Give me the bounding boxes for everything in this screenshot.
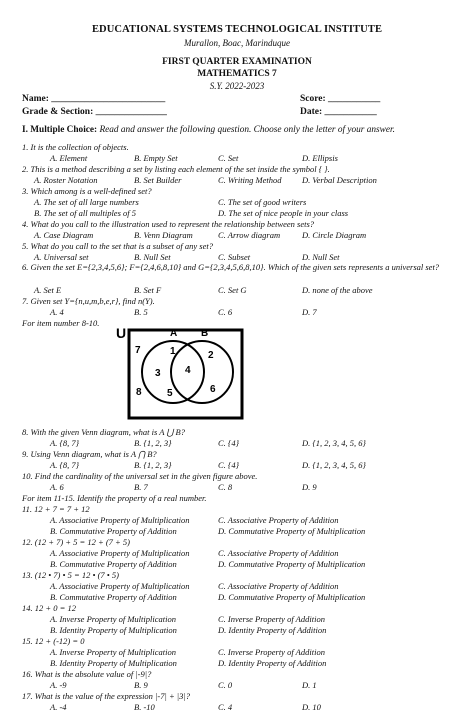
q16-option-a[interactable]: A. -9 xyxy=(50,680,67,690)
q6-option-a[interactable]: A. Set E xyxy=(34,285,62,295)
q10-option-a[interactable]: A. 6 xyxy=(50,482,64,492)
q12-option-a[interactable]: A. Associative Property of Multiplication xyxy=(50,548,190,558)
q7-option-b[interactable]: B. 5 xyxy=(134,307,148,317)
date-field[interactable]: Date: ___________ xyxy=(300,107,377,117)
score-field[interactable]: Score: ___________ xyxy=(300,94,381,104)
q1-option-d[interactable]: D. Ellipsis xyxy=(302,153,338,163)
q12-option-b[interactable]: B. Commutative Property of Addition xyxy=(50,559,177,569)
q4-option-a[interactable]: A. Case Diagram xyxy=(34,230,94,240)
question-1: 1. It is the collection of objects. xyxy=(22,142,129,152)
question-5: 5. What do you call to the set that is a subset of any set? xyxy=(22,241,213,251)
question-6: 6. Given the set E={2,3,4,5,6}; F={2,4,6,8,10} and G={2,3,4,5,6,8,10}. Which of the given sets represents a universal set? xyxy=(22,262,440,272)
institute-name: EDUCATIONAL SYSTEMS TECHNOLOGICAL INSTITUTE xyxy=(91,24,383,35)
venn-b-6: 6 xyxy=(210,384,216,395)
q16-option-b[interactable]: B. 9 xyxy=(134,680,148,690)
q11-option-c[interactable]: C. Associative Property of Addition xyxy=(218,515,339,525)
q7-option-c[interactable]: C. 6 xyxy=(218,307,233,317)
q4-option-c[interactable]: C. Arrow diagram xyxy=(218,230,281,240)
property-intro: For item 11-15. Identify the property of a real number. xyxy=(22,493,207,503)
exam-title: FIRST QUARTER EXAMINATION xyxy=(162,57,312,67)
grade-section-field[interactable]: Grade & Section: _______________ xyxy=(22,107,167,117)
q14-option-a[interactable]: A. Inverse Property of Multiplication xyxy=(50,614,176,624)
instructions xyxy=(22,125,395,135)
q8-option-a[interactable]: A. {8, 7} xyxy=(50,438,79,448)
venn-outside-7: 7 xyxy=(135,345,141,356)
question-3: 3. Which among is a well-defined set? xyxy=(22,186,152,196)
q17-option-d[interactable]: D. 10 xyxy=(302,702,321,712)
instructions-label: I. Multiple Choice: xyxy=(22,125,98,135)
q7-option-a[interactable]: A. 4 xyxy=(50,307,64,317)
question-11: 11. 12 + 7 = 7 + 12 xyxy=(22,504,90,514)
q16-option-c[interactable]: C. 0 xyxy=(218,680,233,690)
set-a-label: A xyxy=(170,328,178,339)
q2-option-b[interactable]: B. Set Builder xyxy=(134,175,182,185)
question-2: 2. This is a method describing a set by listing each element of the set inside the symbol { }. xyxy=(22,164,330,174)
q6-option-b[interactable]: B. Set F xyxy=(134,285,162,295)
q10-option-b[interactable]: B. 7 xyxy=(134,482,148,492)
q13-option-c[interactable]: C. Associative Property of Addition xyxy=(218,581,339,591)
q5-option-b[interactable]: B. Null Set xyxy=(134,252,171,262)
institute-address: Murallon, Boac, Marinduque xyxy=(184,38,290,48)
q15-option-d[interactable]: D. Identity Property of Addition xyxy=(218,658,327,668)
q5-option-d[interactable]: D. Null Set xyxy=(302,252,340,262)
q2-option-d[interactable]: D. Verbal Description xyxy=(302,175,377,185)
question-10: 10. Find the cardinality of the universal set in the given figure above. xyxy=(22,471,258,481)
question-9: 9. Using Venn diagram, what is A ⋂ B? xyxy=(22,449,157,459)
instructions-text: Read and answer the following question. Choose only the letter of your answer. xyxy=(97,125,395,135)
question-15: 15. 12 + (-12) = 0 xyxy=(22,636,85,646)
venn-b-2: 2 xyxy=(208,350,214,361)
q10-option-c[interactable]: C. 8 xyxy=(218,482,233,492)
q11-option-b[interactable]: B. Commutative Property of Addition xyxy=(50,526,177,536)
q10-option-d[interactable]: D. 9 xyxy=(302,482,317,492)
q11-option-a[interactable]: A. Associative Property of Multiplication xyxy=(50,515,190,525)
q14-option-d[interactable]: D. Identity Property of Addition xyxy=(218,625,327,635)
q1-option-c[interactable]: C. Set xyxy=(218,153,239,163)
venn-outside-8: 8 xyxy=(136,387,142,398)
q11-option-d[interactable]: D. Commutative Property of Multiplication xyxy=(218,526,366,536)
q3-option-d[interactable]: D. The set of nice people in your class xyxy=(218,208,349,218)
q1-option-b[interactable]: B. Empty Set xyxy=(134,153,178,163)
q8-option-b[interactable]: B. {1, 2, 3} xyxy=(134,438,172,448)
q13-option-b[interactable]: B. Commutative Property of Addition xyxy=(50,592,177,602)
q8-option-c[interactable]: C. {4} xyxy=(218,438,239,448)
q15-option-c[interactable]: C. Inverse Property of Addition xyxy=(218,647,325,657)
question-4: 4. What do you call to the illustration used to represent the relationship between sets? xyxy=(22,219,315,229)
question-16: 16. What is the absolute value of |-9|? xyxy=(22,669,152,679)
q15-option-a[interactable]: A. Inverse Property of Multiplication xyxy=(50,647,176,657)
q13-option-a[interactable]: A. Associative Property of Multiplication xyxy=(50,581,190,591)
q6-option-c[interactable]: C. Set G xyxy=(218,285,247,295)
q14-option-c[interactable]: C. Inverse Property of Addition xyxy=(218,614,325,624)
q9-option-a[interactable]: A. {8, 7} xyxy=(50,460,79,470)
venn-a-1: 1 xyxy=(170,346,176,357)
q16-option-d[interactable]: D. 1 xyxy=(302,680,317,690)
q13-option-d[interactable]: D. Commutative Property of Multiplication xyxy=(218,592,366,602)
subject-title: MATHEMATICS 7 xyxy=(197,69,277,79)
q5-option-a[interactable]: A. Universal set xyxy=(34,252,89,262)
q6-option-d[interactable]: D. none of the above xyxy=(302,285,373,295)
q9-option-d[interactable]: D. {1, 2, 3, 4, 5, 6} xyxy=(302,460,366,470)
q3-option-a[interactable]: A. The set of all large numbers xyxy=(34,197,139,207)
q2-option-a[interactable]: A. Roster Notation xyxy=(34,175,98,185)
venn-a-5: 5 xyxy=(167,388,173,399)
q17-option-b[interactable]: B. -10 xyxy=(134,702,155,712)
q1-option-a[interactable]: A. Element xyxy=(50,153,88,163)
question-14: 14. 12 + 0 = 12 xyxy=(22,603,76,613)
venn-intro: For item number 8-10. xyxy=(22,318,100,328)
set-b-label: B xyxy=(201,328,209,339)
question-17: 17. What is the value of the expression |-7| + |3|? xyxy=(22,691,190,701)
question-7: 7. Given set Y={n,u,m,b,e,r}, find n(Y). xyxy=(22,296,155,306)
q3-option-c[interactable]: C. The set of good writers xyxy=(218,197,307,207)
venn-both-4: 4 xyxy=(185,365,191,376)
school-year: S.Y. 2022-2023 xyxy=(209,81,265,91)
q17-option-a[interactable]: A. -4 xyxy=(50,702,67,712)
question-8: 8. With the given Venn diagram, what is A ⋃ B? xyxy=(22,427,185,437)
q12-option-d[interactable]: D. Commutative Property of Multiplication xyxy=(218,559,366,569)
q9-option-b[interactable]: B. {1, 2, 3} xyxy=(134,460,172,470)
q5-option-c[interactable]: C. Subset xyxy=(218,252,251,262)
q9-option-c[interactable]: C. {4} xyxy=(218,460,239,470)
q12-option-c[interactable]: C. Associative Property of Addition xyxy=(218,548,339,558)
q14-option-b[interactable]: B. Identity Property of Multiplication xyxy=(50,625,177,635)
q17-option-c[interactable]: C. 4 xyxy=(218,702,233,712)
venn-diagram xyxy=(114,322,254,424)
q4-option-d[interactable]: D. Circle Diagram xyxy=(302,230,367,240)
q8-option-d[interactable]: D. {1, 2, 3, 4, 5, 6} xyxy=(302,438,366,448)
q3-option-b[interactable]: B. The set of all multiples of 5 xyxy=(34,208,136,218)
name-field[interactable]: Name: ________________________ xyxy=(22,94,166,104)
q4-option-b[interactable]: B. Venn Diagram xyxy=(134,230,193,240)
question-13: 13. (12 • 7) • 5 = 12 • (7 • 5) xyxy=(22,570,119,580)
universe-label: U xyxy=(116,325,127,341)
question-12: 12. (12 + 7) + 5 = 12 + (7 + 5) xyxy=(22,537,131,547)
venn-a-3: 3 xyxy=(155,368,161,379)
q15-option-b[interactable]: B. Identity Property of Multiplication xyxy=(50,658,177,668)
q2-option-c[interactable]: C. Writing Method xyxy=(218,175,282,185)
q7-option-d[interactable]: D. 7 xyxy=(302,307,317,317)
